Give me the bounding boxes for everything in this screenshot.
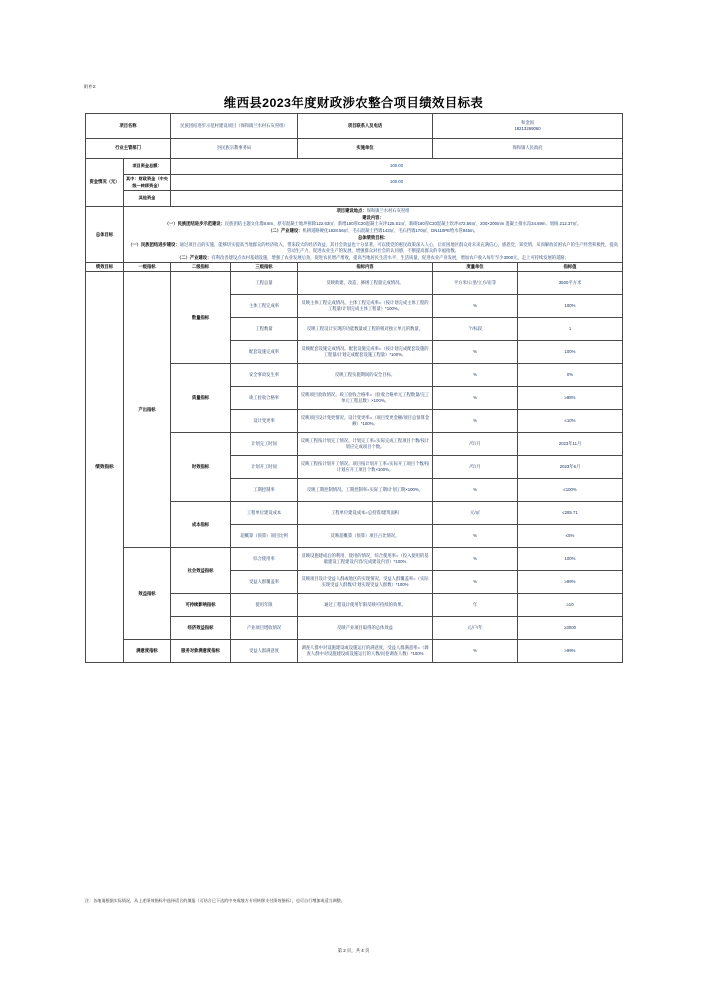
indicator-unit: 年: [433, 594, 518, 617]
level3-indicator-category: 质量指标: [171, 364, 231, 433]
indicator-row: [86, 548, 623, 571]
indicator-name: 工程数量: [231, 318, 298, 341]
indicator-value: ≤5%: [518, 525, 623, 548]
overall-target-body: 机耕道路硬化1828.56㎡、毛石混凝土挡墙143㎡、毛石挡墙170㎡、DN110PE给水管845m。: [302, 228, 478, 234]
indicator-name: 配套设施完成率: [231, 341, 298, 364]
funds-label: 资金情况（元）: [86, 159, 124, 207]
fund-row: [86, 159, 623, 175]
indicator-unit: %: [433, 548, 518, 571]
indicator-unit: %: [433, 295, 518, 318]
table-row: [86, 139, 623, 159]
indicator-value: ≤285.71: [518, 502, 623, 525]
fund-item-label: 其他资金: [124, 191, 171, 207]
indicator-name: 计划完工时间: [231, 433, 298, 456]
indicator-content: 反映工程按计划开工情况。项目按计划开工率=实际开工项目个数/按计划应开工项目个数×100%。: [298, 456, 433, 479]
project-name-value: 民族团结进步示范村建设项目（保和镇兰水村石灰窑组）: [171, 114, 298, 139]
contact-value: [433, 114, 623, 139]
contact-label: 项目联系人及电话: [298, 114, 433, 139]
indicator-value: 1: [518, 318, 623, 341]
fund-item-value: 100.00: [171, 175, 623, 191]
indicator-unit: %: [433, 640, 518, 663]
contact-person: 和金国: [521, 119, 534, 125]
overall-target-body: 民族团结主题文化墙8.8m、原有混凝土地坪拆除122.63㎡、新增150厚C20混凝土灰坪125.51㎡、新砌180厚C20混凝土坎坪472.56㎡、200×200mm 混凝土排水沟34.69m、划线 212.37㎡。: [224, 221, 582, 227]
indicator-name: 超概算（预算）项目比例: [231, 525, 298, 548]
indicator-row: [86, 640, 623, 663]
table-row: [86, 114, 623, 139]
indicator-value: ≤10%: [518, 410, 623, 433]
overall-target-body: 通过项目点的实施，能够切实提高当地群众的经济收入，带来较大的经济效益，其社会效益也十分显著，可以使党的惠民政策深入人心，让贫困地区群众对未来充满信心、感恩党、知党情，从而解放贫困农户的生产经营积极性，提高劳动生产力，促进农业生产的发展，增强群众对社会的认同感，不断提高群众的幸福指数。: [179, 241, 618, 253]
overall-target-heading: （二）产业建设：: [268, 228, 303, 234]
overall-target-line: [126, 255, 620, 261]
overall-target-line: [126, 235, 620, 241]
page-footer: 第 2 页，共 4 页: [337, 948, 370, 953]
indicator-value: ≥10: [518, 594, 623, 617]
fund-item-value: [171, 191, 623, 207]
overall-target-line: [126, 242, 620, 254]
indicator-value: 100%: [518, 548, 623, 571]
indicator-name: 使用年限: [231, 594, 298, 617]
indicator-content: 通过工程设计使用年限反映可持续的效果。: [298, 594, 433, 617]
overall-target-heading: 建设内容：: [362, 214, 384, 220]
indicator-name: 综合使用率: [231, 548, 298, 571]
overall-target-content: [124, 207, 623, 263]
overall-target-heading: （一）民族团结进步建设：: [128, 241, 180, 247]
indicator-name: 工期控制率: [231, 479, 298, 502]
indicator-header-row: [86, 263, 623, 272]
level2-indicator: 满意度指标: [124, 640, 171, 663]
indicator-unit: 平方米/公里/立方/亩等: [433, 272, 518, 295]
indicator-unit: %: [433, 571, 518, 594]
overall-target-heading: 总体绩效目标：: [357, 234, 389, 240]
column-header-4: 指标内容: [298, 263, 433, 272]
indicator-value: ≥3000: [518, 617, 623, 640]
unit-label: 实施单位: [298, 139, 433, 159]
indicator-content: 反映新建、改造、修缮工程量完成情况。: [298, 272, 433, 295]
indicator-content: 反映工期控制情况。工期控制率=实际工期/计划工期×100%。: [298, 479, 433, 502]
level3-indicator-category: 社会效益指标: [171, 548, 231, 594]
column-header-2: 二级指标: [171, 263, 231, 272]
overall-target-line: [126, 228, 620, 234]
indicator-name: 产业项目增收情况: [231, 617, 298, 640]
level2-indicator: 产出指标: [124, 272, 171, 548]
indicator-content: 反映工程按计划完工情况。计划完工率=实际完成工程项目个数/按计划应完成项目个数。: [298, 433, 433, 456]
indicator-unit: %: [433, 525, 518, 548]
performance-target-table: [85, 113, 623, 663]
indicator-content: 反映工程实施期间的安全目标。: [298, 364, 433, 387]
indicator-unit: %: [433, 387, 518, 410]
level3-indicator-category: 成本指标: [171, 502, 231, 548]
table-body: [86, 114, 623, 663]
overall-target-body: 保和镇兰水村石灰窑组: [366, 208, 410, 213]
overall-target-heading: （一）民族团结进步示范建设：: [164, 221, 225, 227]
indicator-value: 2023年11月: [518, 433, 623, 456]
fund-item-label: 其中：财政资金（中央级—转移资金）: [124, 175, 171, 191]
indicator-unit: %: [433, 364, 518, 387]
indicator-unit: /年/月: [433, 433, 518, 456]
indicator-value: ≥99%: [518, 571, 623, 594]
table-note: 注：各地请根据实际情况，从上述绩效指标中选择适合的填报（可结合已下达的中央或地方专项转移支付绩效指标），也可自行增加或适当调整。: [85, 898, 345, 903]
indicator-unit: /年/月: [433, 456, 518, 479]
level3-indicator-category: 时效指标: [171, 433, 231, 502]
indicator-name: 安全事故发生率: [231, 364, 298, 387]
indicator-content: 反映项目设计受益人群或地区的实现情况。受益人群覆盖率=（实际实现受益人群数/计划实现受益人群数）*100%: [298, 571, 433, 594]
indicator-content: 反映工程设计实现的功能数量或工程的相对独立单元的数量。: [298, 318, 433, 341]
indicator-unit: 元/户/年: [433, 617, 518, 640]
overall-target-label: 总体目标: [86, 207, 124, 263]
overall-target-line: [126, 221, 620, 227]
dept-value: 县民族宗教事务局: [171, 139, 298, 159]
indicator-name: 工程单位建设成本: [231, 502, 298, 525]
column-header-1: 一级指标: [124, 263, 171, 272]
indicator-name: 主体工程完成率: [231, 295, 298, 318]
dept-label: 行业主管部门: [86, 139, 171, 159]
indicator-unit: %: [433, 410, 518, 433]
column-header-5: 度量单位: [433, 263, 518, 272]
level3-indicator-category: 服务对象满意度指标: [171, 640, 231, 663]
indicator-content: 反映产业项目取得的总体效益: [298, 617, 433, 640]
indicator-name: 受益人群覆盖率: [231, 571, 298, 594]
indicator-content: 反映超概算（预算）项目占比情况。: [298, 525, 433, 548]
level2-indicator: 效益指标: [124, 548, 171, 640]
unit-value: 保和镇人民政府: [433, 139, 623, 159]
indicator-value: 2023年6月: [518, 456, 623, 479]
indicator-content: 反映主体工程完成情况。主体工程完成率=（按计划完成主体工程的工程量/计划完成主体工程量）*100%。: [298, 295, 433, 318]
indicator-unit: 个/标段: [433, 318, 518, 341]
column-header-6: 指标值: [518, 263, 623, 272]
indicator-value: 100%: [518, 341, 623, 364]
overall-target-heading: 项目建设地点：: [336, 208, 367, 213]
indicator-name: 工程总量: [231, 272, 298, 295]
indicator-name: 竣工验收合格率: [231, 387, 298, 410]
indicator-value: 100%: [518, 295, 623, 318]
indicator-name: 设计变更率: [231, 410, 298, 433]
indicator-value: 3500平方米: [518, 272, 623, 295]
column-header-0: 绩效目标: [86, 263, 124, 272]
indicator-content: 反映设施建成后的利用、使用的情况，综合使用率=（投入使用的基础建设工程建设内容/完成建设内容）*100%: [298, 548, 433, 571]
indicator-unit: 元/㎡: [433, 502, 518, 525]
column-header-3: 三级指标: [231, 263, 298, 272]
indicator-content: 工程单位建设成本=总投资/建筑面积: [298, 502, 433, 525]
overall-target-row: [86, 207, 623, 263]
overall-target-heading: （二）产业建设：: [177, 254, 212, 260]
level3-indicator-category: 经济效益指标: [171, 617, 231, 640]
indicator-name: 受益人群满意度: [231, 640, 298, 663]
overall-target-line: [126, 215, 620, 221]
indicator-value: 0%: [518, 364, 623, 387]
indicator-content: 反映配套设施完成情况。配套设施完成率=（按计划完成配套设施的工程量/计划完成配套设施工程量）*100%。: [298, 341, 433, 364]
overall-target-body: 有利改善建设点农村基础设施，增强了农业发展后劲，促进农民增产增收，提高当地居民生活水平、生活质量，促进农业产业发展，增加农户收入每年至少3000元，走上可持续发展的道路；: [211, 254, 569, 260]
indicator-content: 调查人群中对设施建设或设施运行的满意度，受益人群满意率=（调查人群中对设施建设或设施运行的人数/问卷调查人数）*100%: [298, 640, 433, 663]
indicator-value: ≥99%: [518, 640, 623, 663]
indicator-unit: %: [433, 341, 518, 364]
indicator-content: 反映项目设计变更情况。设计变更率=（项目变更金额/项目总预算金额）*100%。: [298, 410, 433, 433]
page-title: 维西县2023年度财政涉农整合项目绩效目标表: [223, 96, 484, 110]
level3-indicator-category: 可持续影响指标: [171, 594, 231, 617]
indicator-value: ≤100%: [518, 479, 623, 502]
project-name-label: 项目名称: [86, 114, 171, 139]
contact-phone: 18213269060: [514, 126, 541, 131]
fund-item-value: 100.00: [171, 159, 623, 175]
attachment-label: 附件2:: [84, 84, 97, 89]
level1-performance-indicator: 绩效指标: [86, 272, 124, 663]
fund-row: [86, 191, 623, 207]
indicator-name: 计划开工时间: [231, 456, 298, 479]
overall-target-line: [126, 208, 620, 214]
indicator-unit: %: [433, 479, 518, 502]
level3-indicator-category: 数量指标: [171, 272, 231, 364]
indicator-row: [86, 272, 623, 295]
fund-item-label: 项目资金总额：: [124, 159, 171, 175]
indicator-content: 反映项目验收情况。竣工验收合格率=（验收合格单元工程数量/完工单元工程总数）×100%。: [298, 387, 433, 410]
fund-row: [86, 175, 623, 191]
indicator-value: ≥98%: [518, 387, 623, 410]
